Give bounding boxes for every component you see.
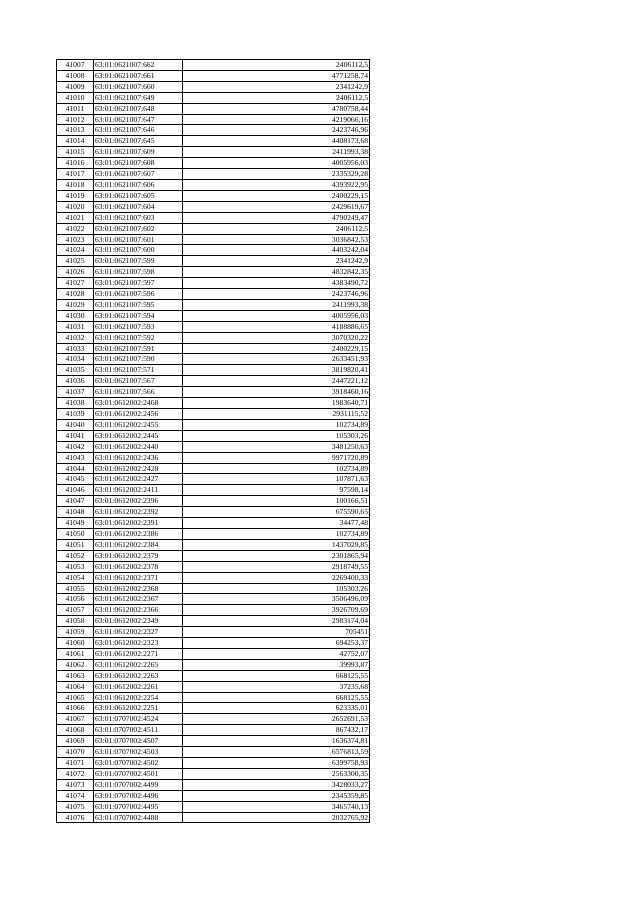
table-row (57, 736, 370, 747)
cadastral-number-cell: 63:01:0621007:597 (94, 278, 183, 289)
row-number-cell: 41050 (57, 528, 94, 539)
value-cell: 2563300,35 (183, 768, 370, 779)
value-cell: 102734,89 (183, 463, 370, 474)
value-cell: 1437029,85 (183, 539, 370, 550)
table-row (57, 561, 370, 572)
value-cell: 3481250,63 (183, 441, 370, 452)
row-number-cell: 41069 (57, 736, 94, 747)
cadastral-number-cell: 63:01:0612002:2436 (94, 452, 183, 463)
cadastral-number-cell: 63:01:0612002:2261 (94, 681, 183, 692)
row-number-cell: 41058 (57, 616, 94, 627)
row-number-cell: 41076 (57, 812, 94, 823)
table-row (57, 376, 370, 387)
row-number-cell: 41007 (57, 60, 94, 71)
table-row (57, 485, 370, 496)
table-row (57, 387, 370, 398)
cadastral-number-cell: 63:01:0707002:4503 (94, 747, 183, 758)
row-number-cell: 41051 (57, 539, 94, 550)
row-number-cell: 41071 (57, 758, 94, 769)
cadastral-number-cell: 63:01:0707002:4511 (94, 725, 183, 736)
value-cell: 2400229,15 (183, 190, 370, 201)
value-cell: 2406112,5 (183, 223, 370, 234)
table-row (57, 496, 370, 507)
value-cell: 694253,37 (183, 638, 370, 649)
value-cell: 105303,26 (183, 430, 370, 441)
value-cell: 1636374,81 (183, 736, 370, 747)
row-number-cell: 41032 (57, 332, 94, 343)
value-cell: 2335329,28 (183, 169, 370, 180)
cadastral-number-cell: 63:01:0612002:2254 (94, 692, 183, 703)
value-cell: 2269400,33 (183, 572, 370, 583)
value-cell: 2406112,5 (183, 60, 370, 71)
value-cell: 107871,63 (183, 474, 370, 485)
cadastral-number-cell: 63:01:0612002:2428 (94, 463, 183, 474)
value-cell: 675590,65 (183, 507, 370, 518)
cadastral-number-cell: 63:01:0612002:2392 (94, 507, 183, 518)
table-row (57, 550, 370, 561)
value-cell: 705451 (183, 627, 370, 638)
value-cell: 2918749,55 (183, 561, 370, 572)
row-number-cell: 41026 (57, 267, 94, 278)
table-row (57, 278, 370, 289)
row-number-cell: 41054 (57, 572, 94, 583)
cadastral-number-cell: 63:01:0612002:2371 (94, 572, 183, 583)
cadastral-number-cell: 63:01:0612002:2379 (94, 550, 183, 561)
cadastral-number-cell: 63:01:0612002:2368 (94, 583, 183, 594)
table-row (57, 616, 370, 627)
value-cell: 4188886,65 (183, 321, 370, 332)
value-cell: 102734,89 (183, 528, 370, 539)
cadastral-number-cell: 63:01:0621007:593 (94, 321, 183, 332)
value-cell: 2423746,96 (183, 289, 370, 300)
value-cell: 100166,51 (183, 496, 370, 507)
cadastral-number-cell: 63:01:0621007:605 (94, 190, 183, 201)
cadastral-number-cell: 63:01:0621007:645 (94, 136, 183, 147)
value-cell: 3465740,13 (183, 801, 370, 812)
cadastral-number-cell: 63:01:0707002:4524 (94, 714, 183, 725)
table-row (57, 245, 370, 256)
row-number-cell: 41028 (57, 289, 94, 300)
cadastral-number-cell: 63:01:0621007:600 (94, 245, 183, 256)
row-number-cell: 41010 (57, 92, 94, 103)
row-number-cell: 41030 (57, 310, 94, 321)
value-cell: 4403242,04 (183, 245, 370, 256)
value-cell: 4408173,68 (183, 136, 370, 147)
cadastral-number-cell: 63:01:0612002:2455 (94, 419, 183, 430)
value-cell: 4219066,16 (183, 114, 370, 125)
row-number-cell: 41019 (57, 190, 94, 201)
table-row (57, 528, 370, 539)
row-number-cell: 41057 (57, 605, 94, 616)
cadastral-number-cell: 63:01:0621007:594 (94, 310, 183, 321)
row-number-cell: 41037 (57, 387, 94, 398)
table-row (57, 605, 370, 616)
cadastral-number-cell: 63:01:0621007:609 (94, 147, 183, 158)
table-row (57, 321, 370, 332)
row-number-cell: 41042 (57, 441, 94, 452)
row-number-cell: 41043 (57, 452, 94, 463)
row-number-cell: 41039 (57, 409, 94, 420)
table-row (57, 419, 370, 430)
cadastral-number-cell: 63:01:0621007:592 (94, 332, 183, 343)
value-cell: 668125,55 (183, 692, 370, 703)
table-row (57, 310, 370, 321)
value-cell: 9971720,89 (183, 452, 370, 463)
value-cell: 3506496,09 (183, 594, 370, 605)
table-row (57, 267, 370, 278)
table-row (57, 594, 370, 605)
cadastral-number-cell: 63:01:0707002:4507 (94, 736, 183, 747)
table-row (57, 332, 370, 343)
row-number-cell: 41053 (57, 561, 94, 572)
cadastral-number-cell: 63:01:0621007:591 (94, 343, 183, 354)
table-row (57, 136, 370, 147)
table-row (57, 114, 370, 125)
row-number-cell: 41075 (57, 801, 94, 812)
value-cell: 3918460,16 (183, 387, 370, 398)
cadastral-number-cell: 63:01:0612002:2411 (94, 485, 183, 496)
row-number-cell: 41063 (57, 670, 94, 681)
cadastral-number-cell: 63:01:0612002:2445 (94, 430, 183, 441)
table-row (57, 70, 370, 81)
table-row (57, 158, 370, 169)
table-row (57, 256, 370, 267)
value-cell: 2633451,93 (183, 354, 370, 365)
value-cell: 34477,48 (183, 518, 370, 529)
table-row (57, 572, 370, 583)
cadastral-number-cell: 63:01:0621007:599 (94, 256, 183, 267)
value-cell: 2341242,9 (183, 81, 370, 92)
cadastral-number-cell: 63:01:0621007:571 (94, 365, 183, 376)
cadastral-number-cell: 63:01:0612002:2271 (94, 648, 183, 659)
cadastral-number-cell: 63:01:0621007:660 (94, 81, 183, 92)
cadastral-number-cell: 63:01:0621007:662 (94, 60, 183, 71)
row-number-cell: 41011 (57, 103, 94, 114)
value-cell: 2411993,38 (183, 299, 370, 310)
table-row (57, 812, 370, 823)
row-number-cell: 41067 (57, 714, 94, 725)
value-cell: 37235,68 (183, 681, 370, 692)
table-row (57, 681, 370, 692)
row-number-cell: 41014 (57, 136, 94, 147)
table-row (57, 190, 370, 201)
table-row (57, 289, 370, 300)
cadastral-number-cell: 63:01:0621007:607 (94, 169, 183, 180)
value-cell: 1983640,71 (183, 398, 370, 409)
row-number-cell: 41064 (57, 681, 94, 692)
table-row (57, 627, 370, 638)
cadastral-number-cell: 63:01:0621007:602 (94, 223, 183, 234)
value-cell: 2345359,85 (183, 790, 370, 801)
row-number-cell: 41065 (57, 692, 94, 703)
value-cell: 2429619,67 (183, 201, 370, 212)
table-row (57, 409, 370, 420)
table-row (57, 583, 370, 594)
value-cell: 4832842,35 (183, 267, 370, 278)
row-number-cell: 41048 (57, 507, 94, 518)
value-cell: 2301865,94 (183, 550, 370, 561)
row-number-cell: 41074 (57, 790, 94, 801)
row-number-cell: 41059 (57, 627, 94, 638)
row-number-cell: 41013 (57, 125, 94, 136)
row-number-cell: 41020 (57, 201, 94, 212)
table-row (57, 638, 370, 649)
row-number-cell: 41024 (57, 245, 94, 256)
row-number-cell: 41045 (57, 474, 94, 485)
row-number-cell: 41073 (57, 779, 94, 790)
value-cell: 4393922,95 (183, 179, 370, 190)
value-cell: 42752,07 (183, 648, 370, 659)
value-cell: 2032765,92 (183, 812, 370, 823)
cadastral-number-cell: 63:01:0707002:4495 (94, 801, 183, 812)
row-number-cell: 41025 (57, 256, 94, 267)
row-number-cell: 41052 (57, 550, 94, 561)
table-row (57, 81, 370, 92)
cadastral-number-cell: 63:01:0621007:566 (94, 387, 183, 398)
cadastral-number-cell: 63:01:0621007:606 (94, 179, 183, 190)
cadastral-number-cell: 63:01:0707002:4501 (94, 768, 183, 779)
cadastral-number-cell: 63:01:0621007:646 (94, 125, 183, 136)
row-number-cell: 41055 (57, 583, 94, 594)
table-row (57, 179, 370, 190)
table-row (57, 725, 370, 736)
row-number-cell: 41047 (57, 496, 94, 507)
value-cell: 623335,01 (183, 703, 370, 714)
cadastral-number-cell: 63:01:0621007:567 (94, 376, 183, 387)
table-row (57, 507, 370, 518)
value-cell: 2983174,04 (183, 616, 370, 627)
table-row (57, 670, 370, 681)
row-number-cell: 41046 (57, 485, 94, 496)
table-row (57, 474, 370, 485)
cadastral-number-cell: 63:01:0707002:4499 (94, 779, 183, 790)
cadastral-number-cell: 63:01:0621007:648 (94, 103, 183, 114)
value-cell: 2447221,12 (183, 376, 370, 387)
row-number-cell: 41029 (57, 299, 94, 310)
row-number-cell: 41061 (57, 648, 94, 659)
value-cell: 668125,55 (183, 670, 370, 681)
value-cell: 867432,17 (183, 725, 370, 736)
value-cell: 2652691,53 (183, 714, 370, 725)
cadastral-number-cell: 63:01:0612002:2265 (94, 659, 183, 670)
cadastral-number-cell: 63:01:0621007:601 (94, 234, 183, 245)
row-number-cell: 41072 (57, 768, 94, 779)
row-number-cell: 41015 (57, 147, 94, 158)
cadastral-number-cell: 63:01:0612002:2456 (94, 409, 183, 420)
cadastral-number-cell: 63:01:0621007:647 (94, 114, 183, 125)
value-cell: 4005956,03 (183, 310, 370, 321)
value-cell: 3926709,69 (183, 605, 370, 616)
row-number-cell: 41040 (57, 419, 94, 430)
cadastral-number-cell: 63:01:0612002:2366 (94, 605, 183, 616)
value-cell: 2406112,5 (183, 92, 370, 103)
table-row (57, 692, 370, 703)
value-cell: 39993,87 (183, 659, 370, 670)
row-number-cell: 41027 (57, 278, 94, 289)
table-row (57, 430, 370, 441)
cadastral-number-cell: 63:01:0621007:661 (94, 70, 183, 81)
value-cell: 3070320,22 (183, 332, 370, 343)
table-row (57, 659, 370, 670)
value-cell: 3819820,41 (183, 365, 370, 376)
row-number-cell: 41062 (57, 659, 94, 670)
records-table (56, 59, 370, 823)
row-number-cell: 41033 (57, 343, 94, 354)
table-row (57, 441, 370, 452)
row-number-cell: 41034 (57, 354, 94, 365)
cadastral-number-cell: 63:01:0707002:4488 (94, 812, 183, 823)
value-cell: 4780758,44 (183, 103, 370, 114)
value-cell: 97598,14 (183, 485, 370, 496)
row-number-cell: 41022 (57, 223, 94, 234)
table-row (57, 343, 370, 354)
cadastral-number-cell: 63:01:0612002:2427 (94, 474, 183, 485)
row-number-cell: 41031 (57, 321, 94, 332)
cadastral-number-cell: 63:01:0621007:604 (94, 201, 183, 212)
value-cell: 2341242,9 (183, 256, 370, 267)
row-number-cell: 41012 (57, 114, 94, 125)
cadastral-number-cell: 63:01:0707002:4502 (94, 758, 183, 769)
cadastral-number-cell: 63:01:0621007:603 (94, 212, 183, 223)
table-row (57, 354, 370, 365)
row-number-cell: 41018 (57, 179, 94, 190)
cadastral-number-cell: 63:01:0612002:2384 (94, 539, 183, 550)
cadastral-number-cell: 63:01:0621007:590 (94, 354, 183, 365)
cadastral-number-cell: 63:01:0612002:2391 (94, 518, 183, 529)
row-number-cell: 41038 (57, 398, 94, 409)
table-row (57, 518, 370, 529)
cadastral-number-cell: 63:01:0612002:2263 (94, 670, 183, 681)
row-number-cell: 41066 (57, 703, 94, 714)
value-cell: 6576813,59 (183, 747, 370, 758)
cadastral-number-cell: 63:01:0707002:4496 (94, 790, 183, 801)
table-row (57, 648, 370, 659)
value-cell: 4005956,03 (183, 158, 370, 169)
table-row (57, 92, 370, 103)
table-row (57, 452, 370, 463)
value-cell: 105303,26 (183, 583, 370, 594)
cadastral-number-cell: 63:01:0621007:608 (94, 158, 183, 169)
value-cell: 4790249,47 (183, 212, 370, 223)
value-cell: 6399758,93 (183, 758, 370, 769)
table-row (57, 169, 370, 180)
records-table-body (57, 60, 370, 823)
cadastral-number-cell: 63:01:0612002:2378 (94, 561, 183, 572)
table-row (57, 103, 370, 114)
row-number-cell: 41060 (57, 638, 94, 649)
table-row (57, 463, 370, 474)
cadastral-number-cell: 63:01:0612002:2349 (94, 616, 183, 627)
table-row (57, 398, 370, 409)
value-cell: 2931115,52 (183, 409, 370, 420)
cadastral-number-cell: 63:01:0621007:598 (94, 267, 183, 278)
value-cell: 2411993,38 (183, 147, 370, 158)
table-row (57, 147, 370, 158)
cadastral-number-cell: 63:01:0612002:2396 (94, 496, 183, 507)
table-row (57, 223, 370, 234)
table-row (57, 703, 370, 714)
table-row (57, 779, 370, 790)
table-row (57, 758, 370, 769)
table-row (57, 212, 370, 223)
table-row (57, 201, 370, 212)
cadastral-number-cell: 63:01:0612002:2323 (94, 638, 183, 649)
value-cell: 2400229,15 (183, 343, 370, 354)
row-number-cell: 41056 (57, 594, 94, 605)
table-row (57, 299, 370, 310)
table-row (57, 747, 370, 758)
cadastral-number-cell: 63:01:0612002:2386 (94, 528, 183, 539)
table-row (57, 539, 370, 550)
row-number-cell: 41023 (57, 234, 94, 245)
cadastral-number-cell: 63:01:0621007:595 (94, 299, 183, 310)
table-row (57, 768, 370, 779)
cadastral-number-cell: 63:01:0612002:2440 (94, 441, 183, 452)
cadastral-number-cell: 63:01:0621007:596 (94, 289, 183, 300)
row-number-cell: 41070 (57, 747, 94, 758)
row-number-cell: 41008 (57, 70, 94, 81)
row-number-cell: 41049 (57, 518, 94, 529)
cadastral-number-cell: 63:01:0612002:2251 (94, 703, 183, 714)
table-row (57, 60, 370, 71)
table-row (57, 801, 370, 812)
row-number-cell: 41068 (57, 725, 94, 736)
row-number-cell: 41035 (57, 365, 94, 376)
table-row (57, 234, 370, 245)
table-row (57, 125, 370, 136)
row-number-cell: 41021 (57, 212, 94, 223)
cadastral-number-cell: 63:01:0621007:649 (94, 92, 183, 103)
cadastral-number-cell: 63:01:0612002:2327 (94, 627, 183, 638)
row-number-cell: 41016 (57, 158, 94, 169)
row-number-cell: 41036 (57, 376, 94, 387)
value-cell: 2423746,96 (183, 125, 370, 136)
table-row (57, 790, 370, 801)
value-cell: 3036842,53 (183, 234, 370, 245)
row-number-cell: 41017 (57, 169, 94, 180)
row-number-cell: 41009 (57, 81, 94, 92)
table-row (57, 365, 370, 376)
value-cell: 3428033,27 (183, 779, 370, 790)
table-row (57, 714, 370, 725)
cadastral-number-cell: 63:01:0612002:2468 (94, 398, 183, 409)
value-cell: 4383490,72 (183, 278, 370, 289)
cadastral-number-cell: 63:01:0612002:2367 (94, 594, 183, 605)
value-cell: 4771258,74 (183, 70, 370, 81)
row-number-cell: 41044 (57, 463, 94, 474)
value-cell: 102734,89 (183, 419, 370, 430)
row-number-cell: 41041 (57, 430, 94, 441)
